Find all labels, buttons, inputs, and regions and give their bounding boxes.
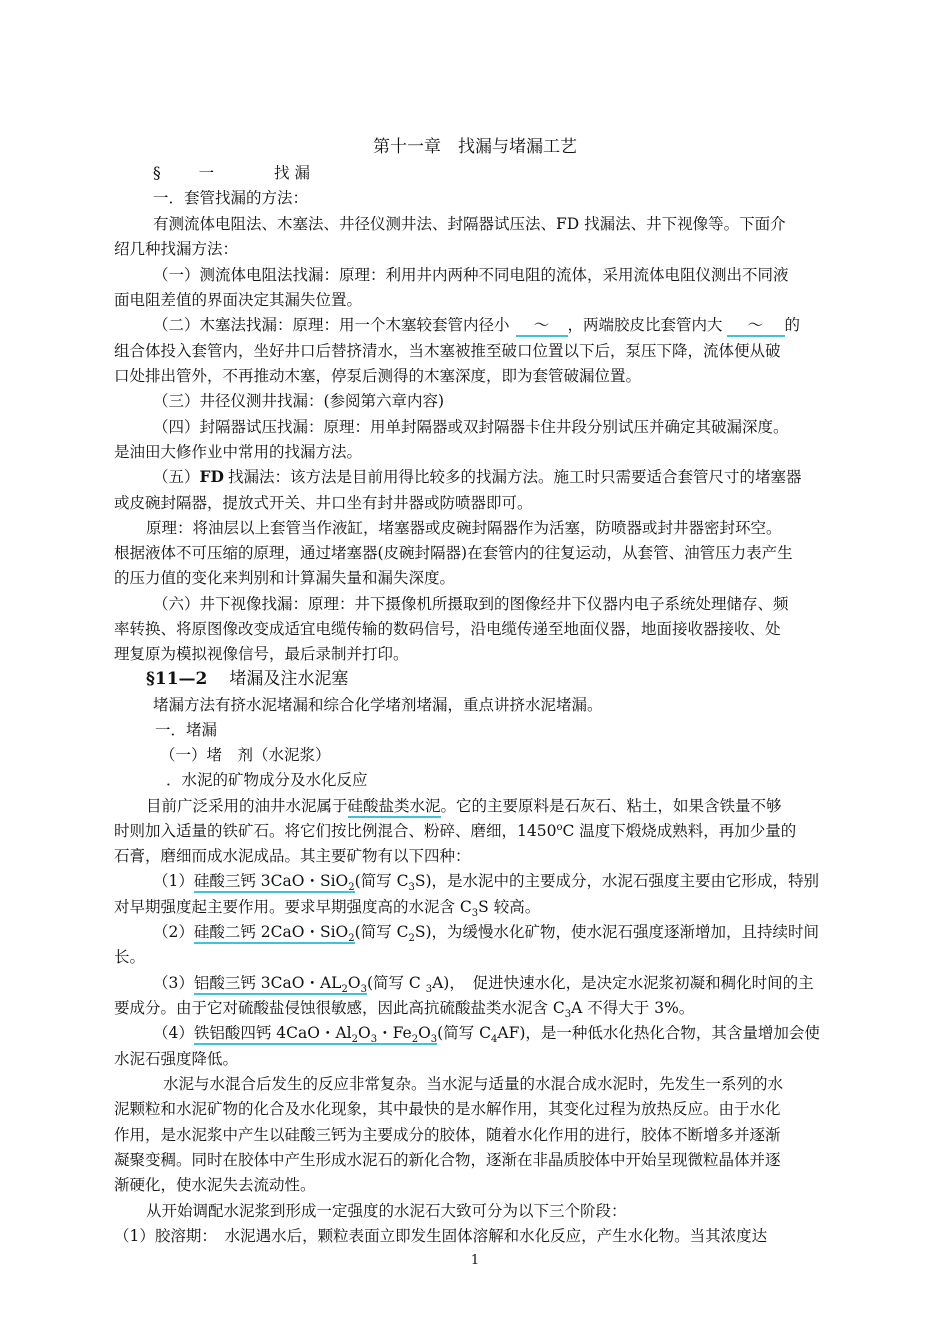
blank-fill: ～ [516,315,568,337]
subscript: 2 [348,882,355,893]
text-span: S)，是水泥中的主要成分，水泥石强度主要由它形成，特别 [414,872,820,890]
subscript: 2 [411,1034,419,1045]
text-span: 目前广泛采用的油井水泥属于 [146,797,348,815]
subscript: 3 [430,1034,438,1045]
paragraph-line: 泥颗粒和水泥矿物的化合及水化现象，其中最快的是水解作用，其变化过程为放热反应。由于水化 [114,1100,781,1118]
mineral-line-2 [153,921,819,944]
paragraph-line: ．水泥的矿物成分及水化反应 [166,771,368,789]
chapter-title: 第十一章 找漏与堵漏工艺 [373,137,577,157]
text-span: 找漏法：该方法是目前用得比较多的找漏方法。施工时只需要适合套管尺寸的堵塞器 [227,468,802,486]
text-span: 对早期强度起主要作用。要求早期强度高的水泥含 C [114,898,472,916]
paragraph-line: 凝聚变稠。同时在胶体中产生形成水泥石的新化合物，逐渐在非晶质胶体中开始呈现微粒晶体并逐 [114,1151,781,1169]
paragraph-line: 堵漏方法有挤水泥堵漏和综合化学堵剂堵漏，重点讲挤水泥堵漏。 [153,696,603,714]
paragraph-line: （一）堵 剂（水泥浆） [160,746,331,764]
text-span: (简写 C [366,974,426,992]
subscript: 4 [491,1034,498,1045]
paragraph-line: （四）封隔器试压找漏：原理：用单封隔器或双封隔器卡住井段分别试压并确定其破漏深度。 [153,418,789,436]
paragraph-line: 的压力值的变化来判别和计算漏失量和漏失深度。 [114,569,456,587]
section-number: 一 [198,164,215,182]
subscript: 3 [370,1034,378,1045]
text-span: 要成分。由于它对硫酸盐侵蚀很敏感，因此高抗硫酸盐类水泥含 C [114,999,565,1017]
subscript: 3 [564,1009,572,1020]
paragraph-line: 面电阻差值的界面决定其漏失位置。 [114,291,363,309]
paragraph-line: （三）井径仪测井找漏：(参阅第六章内容) [153,392,445,410]
paragraph-line: 理复原为模拟视像信号，最后录制并打印。 [114,645,409,663]
paragraph-line: 一．堵漏 [155,721,218,739]
paragraph-line: 从开始调配水泥浆到形成一定强度的水泥石大致可分为以下三个阶段： [146,1202,627,1220]
list-marker: （4） [153,1024,194,1042]
text-span: O [358,1024,371,1042]
page-number: 1 [470,1253,480,1268]
fd-label: FD [199,467,224,486]
mineral-line-3 [153,972,814,995]
text-span: 铝酸三钙 3CaO・AL [193,974,342,992]
paragraph-line: 或皮碗封隔器，提放式开关、井口坐有封井器或防喷器即可。 [114,494,533,512]
list-marker: （3） [153,974,194,992]
text-span: 铁铝酸四钙 4CaO・Al [193,1024,352,1042]
text-span: （二）木塞法找漏：原理：用一个木塞较套管内径小 [153,316,510,334]
text-span: （五） [153,468,200,486]
subscript: 2 [408,933,415,944]
list-marker: （1） [153,872,194,890]
paragraph-line [114,896,540,918]
paragraph-line: 水泥石强度降低。 [114,1050,239,1068]
paragraph-line: 一．套管找漏的方法： [153,189,309,207]
text-span: (简写 C [354,872,409,890]
paragraph-line: （一）测流体电阻法找漏：原理：利用井内两种不同电阻的流体，采用流体电阻仪测出不同液 [153,266,789,284]
text-span: (简写 C [354,923,409,941]
subscript: 2 [341,984,348,995]
section-symbol: § [153,164,161,182]
highlighted-term [194,1023,437,1045]
mineral-line-4 [153,1022,820,1045]
text-span: AF)，是一种低水化热化合物，其含量增加会使 [497,1024,820,1042]
highlighted-term [194,973,367,995]
paragraph-line: 原理：将油层以上套管当作液缸，堵塞器或皮碗封隔器作为活塞，防喷器或封井器密封环空。 [146,519,782,537]
text-span: 硅酸二钙 2CaO・SiO [193,923,349,941]
paragraph-line: 水泥与水混合后发生的反应非常复杂。当水泥与适量的水混合成水泥时，先发生一系列的水 [163,1075,784,1093]
text-span: S 较高。 [478,898,541,916]
paragraph-line: 绍几种找漏方法： [114,240,239,258]
text-span: ，两端胶皮比套管内大 [567,316,723,334]
paragraph-line [146,795,782,818]
subscript: 3 [425,984,433,995]
paragraph-line: （六）井下视像找漏：原理：井下摄像机所摄取到的图像经井下仪器内电子系统处理储存、频 [153,595,789,613]
text-span: 时则加入适量的铁矿石。将它们按比例混合、粉碎、磨细，1450 [114,822,557,840]
subscript: 2 [351,1034,358,1045]
paragraph-line: （1）胶溶期： 水泥遇水后，颗粒表面立即发生固体溶解和水化反应，产生水化物。当其浓度达 [114,1227,768,1245]
section-heading-2 [146,668,348,690]
paragraph-line: 作用，是水泥浆中产生以硅酸三钙为主要成分的胶体，随着水化作用的进行，胶体不断增多并逐渐 [114,1126,781,1144]
text-span: S)，为缓慢水化矿物，使水泥石强度逐渐增加，且持续时间 [414,923,820,941]
superscript: o [556,822,563,833]
paragraph-line: 组合体投入套管内，坐好井口后替挤清水，当木塞被推至破口位置以下后，泵压下降，流体便从破 [114,342,781,360]
paragraph-line: 是油田大修作业中常用的找漏方法。 [114,443,363,461]
text-span: C 温度下煅烧成熟料，再加少量的 [562,822,797,840]
text-span: O [347,974,361,992]
highlighted-term: 硅酸盐类水泥 [348,796,441,818]
paragraph-line: 口处排出管外，不再推动木塞，停泵后测得的木塞深度，即为套管破漏位置。 [114,367,642,385]
list-marker: （2） [153,923,194,941]
text-span: 硅酸三钙 3CaO・SiO [193,872,349,890]
section-name: 找 漏 [274,164,310,182]
text-span: 的 [784,316,801,334]
text-span: A 不得大于 3%。 [571,999,695,1017]
paragraph-line: 长。 [114,948,146,966]
paragraph-line [114,820,796,842]
subscript: 3 [360,984,367,995]
blank-fill: ～ [727,315,785,337]
section-heading-1 [153,162,310,184]
paragraph-line: 根据液体不可压缩的原理，通过堵塞器(皮碗封隔器)在套管内的往复运动，从套管、油管压力表产生 [114,544,793,562]
paragraph-line: 有测流体电阻法、木塞法、井径仪测井法、封隔器试压法、FD 找漏法、井下视像等。下面介 [153,215,786,233]
paragraph-line [153,466,801,488]
highlighted-term [194,871,355,893]
mineral-line-1 [153,870,819,893]
highlighted-term [194,922,355,944]
paragraph-line: 率转换、将原图像改变成适宜电缆传输的数码信号，沿电缆传递至地面仪器，地面接收器接收、处 [114,620,781,638]
paragraph-line: 石膏，磨细而成水泥成品。其主要矿物有以下四种： [114,847,471,865]
paragraph-line [114,997,694,1019]
text-span: 。它的主要原料是石灰石、粘土，如果含铁量不够 [440,797,782,815]
subscript: 3 [408,882,415,893]
subscript: 3 [471,908,479,919]
text-span: ・Fe [377,1024,412,1042]
text-span: (简写 C [437,1024,491,1042]
paragraph-line: 渐硬化，使水泥失去流动性。 [114,1176,316,1194]
subscript: 2 [348,933,355,944]
paragraph-line [153,314,800,337]
section-name: 堵漏及注水泥塞 [229,669,349,689]
text-span: A)， 促进快速水化，是决定水泥浆初凝和稠化时间的主 [432,974,814,992]
section-number: §11—2 [146,669,208,689]
text-span: O [418,1024,431,1042]
